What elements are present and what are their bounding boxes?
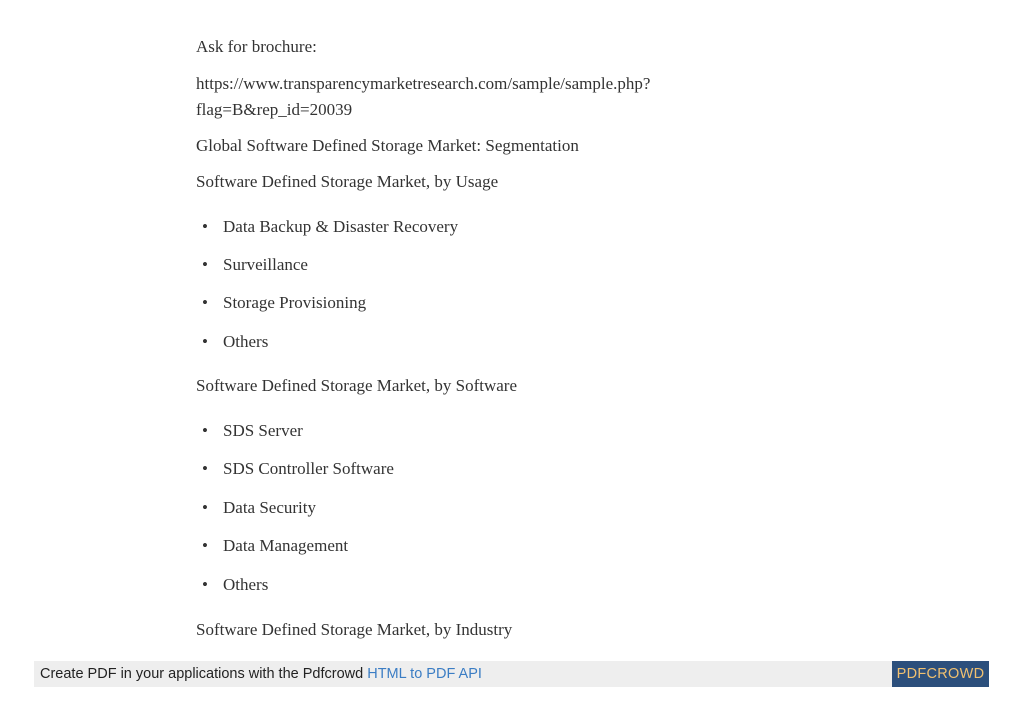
list-item (196, 456, 394, 482)
list-item (196, 533, 348, 559)
list-item-label: Data Security (223, 498, 316, 517)
brochure-url-line1[interactable]: https://www.transparencymarketresearch.com/sample/sample.php? (196, 74, 651, 93)
html-to-pdf-api-link[interactable]: HTML to PDF API (367, 666, 482, 682)
footer-prefix: Create PDF in your applications with the Pdfcrowd (40, 666, 368, 682)
bullet-icon: • (202, 255, 208, 274)
list-item-label: Others (223, 575, 269, 594)
list-item (196, 329, 268, 355)
brochure-url-line2[interactable]: flag=B&rep_id=20039 (196, 100, 353, 119)
bullet-icon: • (202, 332, 208, 351)
usage-heading: Software Defined Storage Market, by Usage (196, 172, 499, 191)
list-item (196, 214, 458, 240)
pdfcrowd-logo-button[interactable]: PDFCROWD (892, 661, 989, 687)
brochure-label: Ask for brochure: (196, 37, 317, 56)
bullet-icon: • (202, 459, 208, 478)
list-item-label: Storage Provisioning (223, 293, 367, 312)
bullet-icon: • (202, 575, 208, 594)
software-heading: Software Defined Storage Market, by Software (196, 376, 518, 395)
list-item (196, 418, 303, 444)
bullet-icon: • (202, 536, 208, 555)
list-item-label: SDS Controller Software (223, 459, 394, 478)
list-item (196, 252, 308, 278)
bullet-icon: • (202, 498, 208, 517)
footer-text (40, 661, 482, 687)
list-item-label: SDS Server (223, 421, 303, 440)
list-item-label: Surveillance (223, 255, 308, 274)
list-item (196, 495, 316, 521)
list-item-label: Others (223, 332, 269, 351)
list-item (196, 572, 268, 598)
list-item (196, 290, 366, 316)
bullet-icon: • (202, 217, 208, 236)
list-item-label: Data Backup & Disaster Recovery (223, 217, 459, 236)
industry-heading: Software Defined Storage Market, by Industry (196, 620, 513, 639)
list-item-label: Data Management (223, 536, 349, 555)
bullet-icon: • (202, 421, 208, 440)
segmentation-heading: Global Software Defined Storage Market: Segmentation (196, 136, 579, 155)
pdfcrowd-footer (34, 661, 989, 687)
bullet-icon: • (202, 293, 208, 312)
